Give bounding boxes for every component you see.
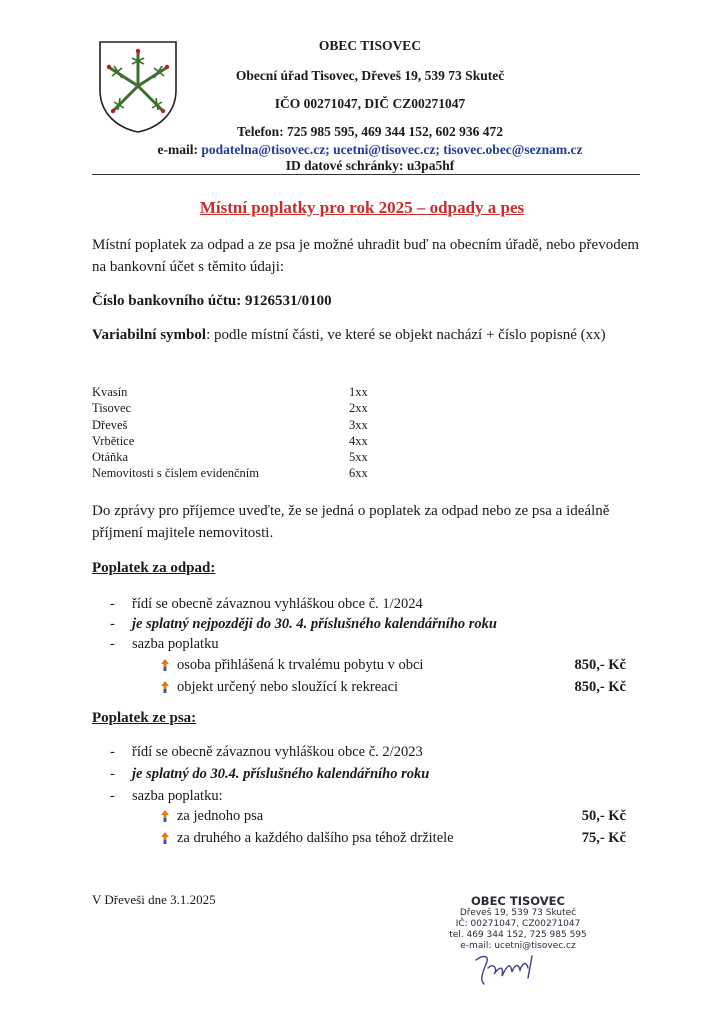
databox-id: ID datové schránky: u3pa5hf — [285, 158, 455, 173]
header-divider — [92, 174, 640, 175]
vs-text: : podle místní části, ve které se objekt nachází + číslo popisné (xx) — [206, 327, 606, 343]
stamp-address: Dřeveš 19, 539 73 Skuteč — [459, 908, 577, 918]
rate-price: 850,- Kč — [574, 679, 626, 695]
part-name: Nemovitosti s číslem evidenčním — [92, 466, 259, 481]
part-name: Otáňka — [92, 450, 129, 465]
part-name: Vrbětice — [92, 433, 135, 448]
rate-row — [158, 828, 626, 848]
part-name: Tisovec — [92, 401, 132, 416]
table-row — [92, 433, 392, 449]
list-item: - je splatný nejpozději do 30. 4. příslušného kalendářního roku — [110, 616, 497, 632]
email-link-podatelna[interactable]: podatelna@tisovec.cz; — [201, 142, 330, 157]
variable-symbol — [92, 324, 640, 346]
rate-label: za druhého a každého dalšího psa téhož držitele — [177, 830, 454, 846]
part-code: 4xx — [349, 433, 368, 448]
table-row — [92, 449, 392, 465]
rate-label: osoba přihlášená k trvalému pobytu v obci — [177, 657, 424, 673]
vs-label: Variabilní symbol — [92, 327, 207, 343]
org-emails — [100, 142, 640, 158]
waste-heading: Poplatek za odpad: — [92, 560, 216, 576]
document-date: V Dřeveši dne 3.1.2025 — [92, 892, 216, 907]
email-link-seznam[interactable]: tisovec.obec@seznam.cz — [443, 142, 583, 157]
rate-price: 850,- Kč — [574, 657, 626, 673]
rate-price: 75,- Kč — [581, 830, 626, 846]
list-item: - sazba poplatku: — [110, 788, 223, 804]
org-ids: IČO 00271047, DIČ CZ00271047 — [274, 96, 466, 111]
table-row — [92, 400, 392, 416]
bank-account: Číslo bankovního účtu: 9126531/0100 — [92, 293, 332, 309]
arrow-bullet-icon — [158, 831, 172, 845]
list-item: - sazba poplatku — [110, 636, 219, 652]
list-item: - řídí se obecně závaznou vyhláškou obce č. 2/2023 — [110, 744, 423, 760]
stamp-phone: tel. 469 344 152, 725 985 595 — [449, 930, 587, 940]
stamp-title: OBEC TISOVEC — [471, 894, 565, 908]
email-label: e-mail: — [157, 142, 198, 157]
org-phone: Telefon: 725 985 595, 469 344 152, 602 936 472 — [236, 124, 504, 139]
part-code: 3xx — [349, 417, 368, 432]
official-stamp — [418, 894, 618, 952]
payment-note: Do zprávy pro příjemce uveďte, že se jedná o poplatek za odpad nebo ze psa a ideálně příjmení majitele nemovitosti. — [92, 503, 610, 541]
list-item: - je splatný do 30.4. příslušného kalendářního roku — [110, 766, 430, 782]
signature-icon — [470, 948, 550, 988]
arrow-bullet-icon — [158, 809, 172, 823]
part-code: 2xx — [349, 401, 368, 416]
table-row — [92, 384, 392, 400]
rate-price: 50,- Kč — [581, 808, 626, 824]
page-title: Místní poplatky pro rok 2025 – odpady a pes — [199, 198, 525, 217]
dog-heading: Poplatek ze psa: — [92, 710, 197, 726]
rate-label: za jednoho psa — [177, 808, 264, 824]
part-code: 6xx — [349, 466, 368, 481]
stamp-email: e-mail: ucetni@tisovec.cz — [460, 941, 576, 951]
org-name: OBEC TISOVEC — [318, 38, 422, 53]
rate-row — [158, 655, 626, 675]
list-item: - řídí se obecně závaznou vyhláškou obce č. 1/2024 — [110, 596, 423, 612]
table-row — [92, 417, 392, 433]
part-code: 1xx — [349, 385, 368, 399]
arrow-bullet-icon — [158, 680, 172, 694]
rate-row — [158, 806, 626, 826]
rate-label: objekt určený nebo sloužící k rekreaci — [177, 679, 399, 695]
rate-row — [158, 677, 626, 697]
email-link-ucetni[interactable]: ucetni@tisovec.cz; — [333, 142, 440, 157]
arrow-bullet-icon — [158, 658, 172, 672]
table-row — [92, 465, 392, 481]
intro-paragraph: Místní poplatek za odpad a ze psa je možné uhradit buď na obecním úřadě, nebo převodem na bankovní účet s těmito údaji: — [92, 237, 640, 275]
part-name: Dřeveš — [92, 417, 128, 432]
part-name: Kvasín — [92, 385, 128, 399]
part-code: 5xx — [349, 450, 368, 465]
parts-table — [92, 384, 392, 482]
stamp-ids: IČ: 00271047, CZ00271047 — [455, 919, 581, 929]
office-address: Obecní úřad Tisovec, Dřeveš 19, 539 73 Skuteč — [235, 68, 505, 83]
